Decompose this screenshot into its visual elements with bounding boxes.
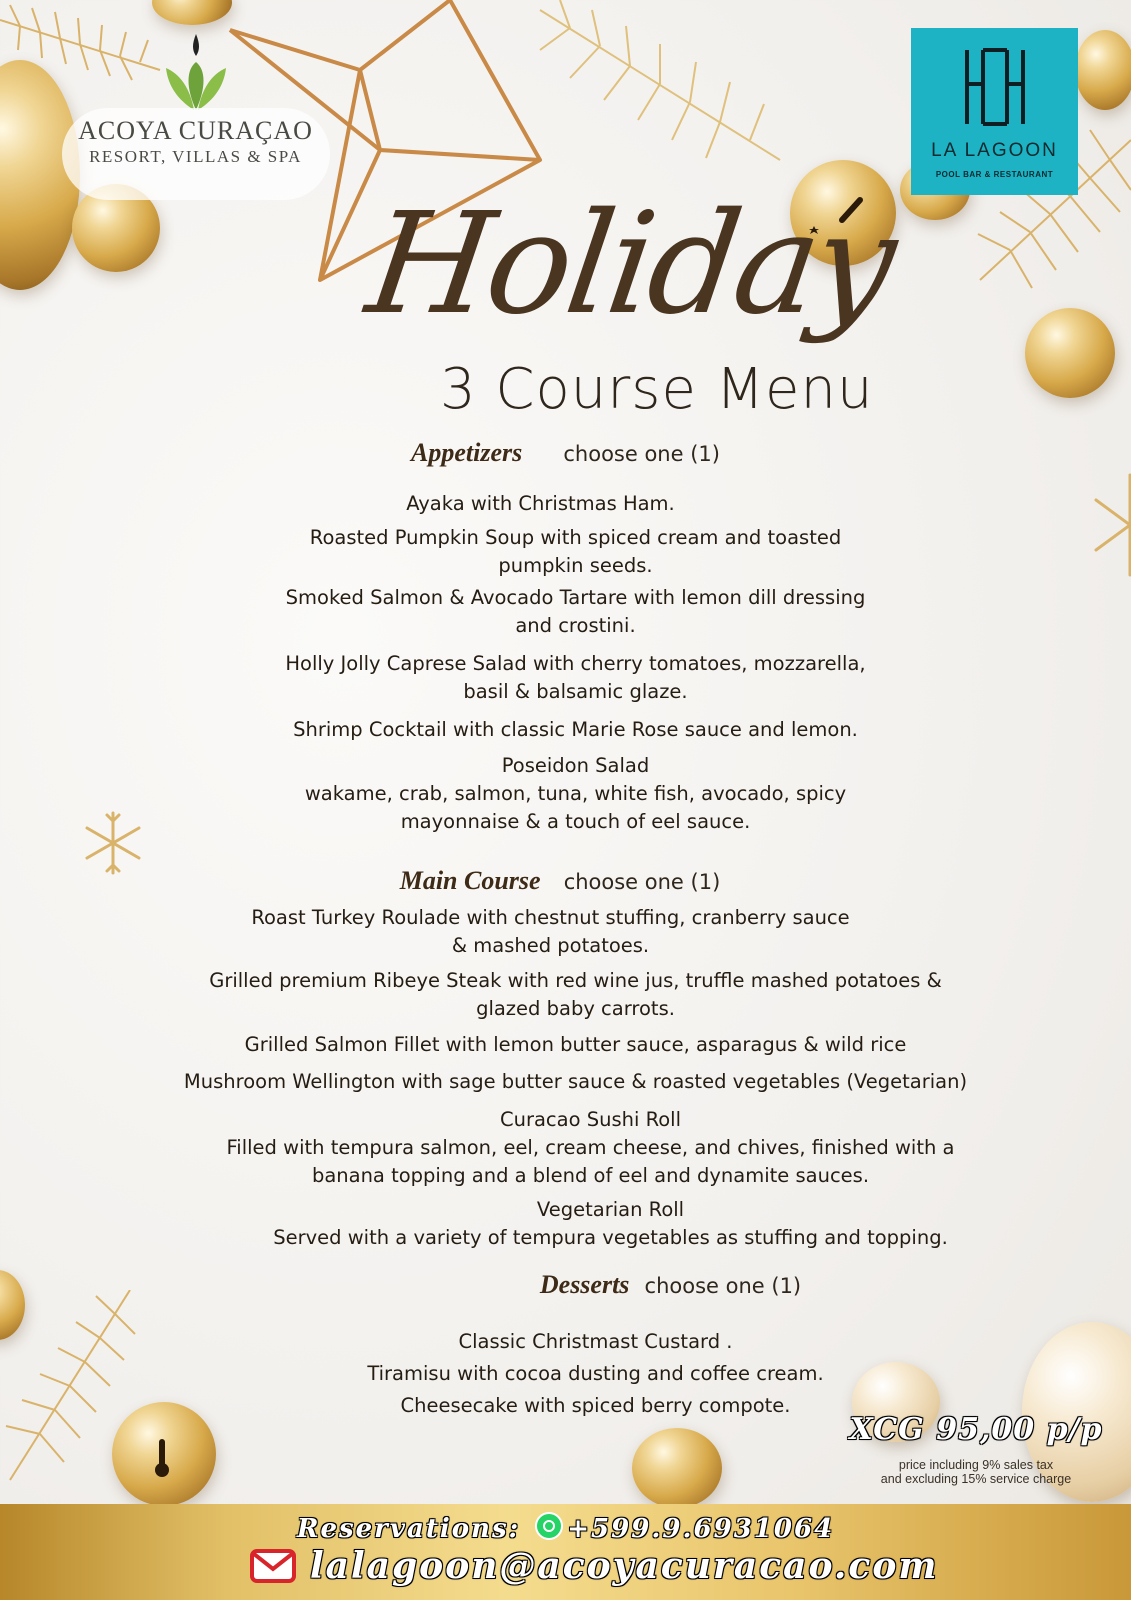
phone-link[interactable]: +599.9.6931064 xyxy=(567,1514,835,1544)
lagoon-monogram-icon xyxy=(955,44,1035,130)
desserts-note: choose one (1) xyxy=(644,1274,802,1298)
item-line: Curacao Sushi Roll xyxy=(499,1108,682,1131)
reservations-line xyxy=(0,1512,1131,1544)
item-line: Shrimp Cocktail with classic Marie Rose sauce and lemon. xyxy=(293,718,858,741)
menu-item xyxy=(0,904,1116,960)
main-course-note: choose one (1) xyxy=(563,870,721,894)
restaurant-subtitle: POOL BAR & RESTAURANT xyxy=(935,170,1054,179)
desserts-title: Desserts xyxy=(539,1270,630,1299)
appetizers-title: Appetizers xyxy=(411,438,523,467)
item-line: pumpkin seeds. xyxy=(498,554,653,577)
price-note xyxy=(846,1458,1106,1486)
item-line: mayonnaise & a touch of eel sauce. xyxy=(400,810,751,833)
item-line: and crostini. xyxy=(515,614,636,637)
menu-item xyxy=(10,752,1131,836)
menu-item xyxy=(30,1328,1131,1356)
menu-item xyxy=(30,1360,1131,1388)
item-line: Served with a variety of tempura vegetables as stuffing and topping. xyxy=(273,1226,948,1249)
item-line: Filled with tempura salmon, eel, cream cheese, and chives, finished with a xyxy=(226,1136,955,1159)
item-line: Vegetarian Roll xyxy=(536,1198,685,1221)
price-label: XCG 95,00 p/p xyxy=(849,1412,1103,1447)
appetizers-note: choose one (1) xyxy=(563,442,720,466)
desserts-header xyxy=(105,1270,1131,1300)
item-line: glazed baby carrots. xyxy=(476,997,675,1020)
menu-item xyxy=(10,584,1131,640)
resort-name: ACOYA CURAÇAO xyxy=(78,116,313,145)
main-course-title: Main Course xyxy=(399,866,541,895)
resort-subtitle: RESORT, VILLAS & SPA xyxy=(89,147,302,166)
menu-item xyxy=(10,716,1131,744)
item-line: basil & balsamic glaze. xyxy=(463,680,688,703)
menu-item xyxy=(45,1196,1131,1252)
reservations-label: Reservations: xyxy=(296,1514,521,1544)
ornament-ball xyxy=(1075,30,1131,110)
restaurant-name: LA LAGOON xyxy=(931,140,1058,161)
menu-item xyxy=(10,1031,1131,1059)
menu-item xyxy=(10,1068,1131,1096)
menu-item xyxy=(0,490,1106,518)
headline-script: Holiday xyxy=(358,183,902,346)
item-line: Tiramisu with cocoa dusting and coffee cream. xyxy=(367,1362,824,1385)
ornament-ball xyxy=(1025,308,1115,398)
whatsapp-icon xyxy=(535,1512,563,1540)
item-line: & mashed potatoes. xyxy=(451,934,650,957)
item-line: Cheesecake with spiced berry compote. xyxy=(400,1394,791,1417)
ornament-ball xyxy=(632,1428,722,1508)
price-note-line: and excluding 15% service charge xyxy=(880,1472,1072,1486)
item-line: Ayaka with Christmas Ham. xyxy=(406,492,675,515)
item-line: Classic Christmast Custard . xyxy=(458,1330,733,1353)
headline-subtitle: 3 Course Menu xyxy=(440,357,874,422)
menu-item xyxy=(25,1106,1131,1190)
item-line: Roasted Pumpkin Soup with spiced cream and toasted xyxy=(309,526,842,549)
item-line: Holly Jolly Caprese Salad with cherry tomatoes, mozzarella, xyxy=(285,652,866,675)
main-course-header xyxy=(110,866,1010,896)
item-line: Mushroom Wellington with sage butter sauce & roasted vegetables (Vegetarian) xyxy=(183,1070,968,1093)
pine-branch-top-center xyxy=(520,0,860,170)
item-line: Grilled Salmon Fillet with lemon butter sauce, asparagus & wild rice xyxy=(244,1033,907,1056)
item-line: wakame, crab, salmon, tuna, white fish, avocado, spicy xyxy=(304,782,847,805)
appetizers-header xyxy=(0,438,1131,468)
item-line: Grilled premium Ribeye Steak with red wine jus, truffle mashed potatoes & xyxy=(209,969,942,992)
item-line: Roast Turkey Roulade with chestnut stuffing, cranberry sauce xyxy=(251,906,850,929)
item-line: Smoked Salmon & Avocado Tartare with lemon dill dressing xyxy=(285,586,866,609)
menu-item xyxy=(10,650,1131,706)
price-note-line: price including 9% sales tax xyxy=(898,1458,1054,1472)
item-line: Poseidon Salad xyxy=(501,754,650,777)
la-lagoon-logo xyxy=(911,28,1078,195)
acoya-logo xyxy=(58,30,333,170)
item-line: banana topping and a blend of eel and dynamite sauces. xyxy=(311,1164,870,1187)
menu-item xyxy=(10,967,1131,1023)
email-link[interactable]: lalagoon@acoyacuracao.com xyxy=(310,1545,939,1587)
menu-item xyxy=(10,524,1131,580)
lotus-logo-icon xyxy=(158,30,234,116)
mail-icon xyxy=(250,1549,296,1583)
